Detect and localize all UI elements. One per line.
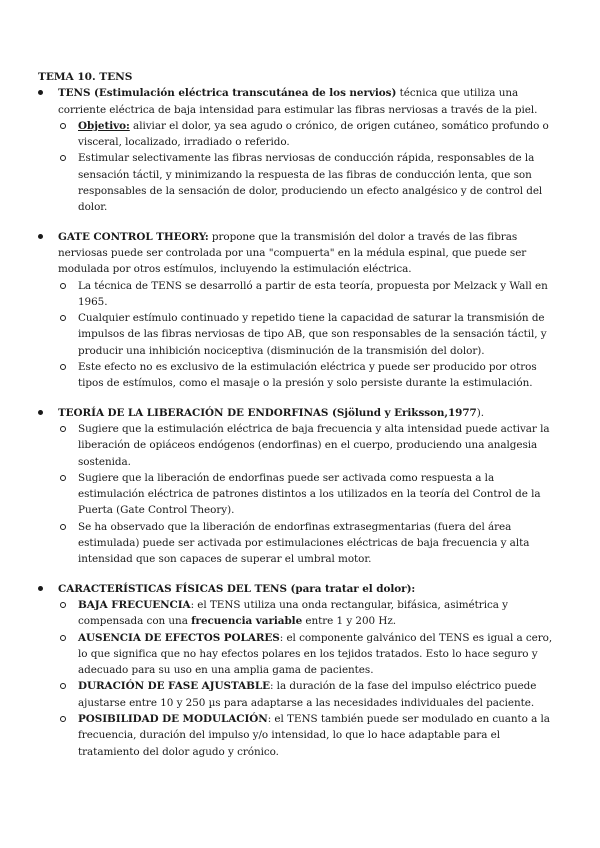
- text-extrasegmentarias: Se ha observado que la liberación de endorfinas extrasegmentarias (fuera del área estimulada) puede ser activada por estimulaciones eléctricas de baja frecuencia y alta intensidad que son capaces de superar el umbral motor.: [78, 520, 530, 566]
- text-efectos-polares: : el componente galvánico del TENS es igual a cero, lo que significa que no hay efectos polares en los tejidos tratados. Esto lo hace seguro y adecuado para su uso en una amplia gama de pacientes.: [78, 631, 553, 677]
- text-melzack: La técnica de TENS se desarrolló a partir de esta teoría, propuesta por Melzack y Wall en 1965.: [78, 279, 548, 308]
- circle-bullet-icon: [60, 315, 66, 321]
- text-tens-definition: técnica que utiliza una corriente eléctrica de baja intensidad para estimular las fibras nerviosas a través de la piel.: [58, 87, 538, 116]
- sub-bullet-extrasegmentarias: [38, 519, 558, 568]
- term-caracteristicas: CARACTERÍSTICAS FÍSICAS DEL TENS (para tratar el dolor):: [58, 582, 416, 595]
- sub-bullet-saturar: [38, 310, 558, 359]
- circle-bullet-icon: [60, 683, 66, 689]
- sub-bullet-objetivo: [38, 118, 558, 151]
- document-content: [38, 69, 558, 773]
- circle-bullet-icon: [60, 364, 66, 370]
- circle-bullet-icon: [60, 635, 66, 641]
- text-duracion-fase: : la duración de la fase del impulso eléctrico puede ajustarse entre 10 y 250 µs para adaptarse a las necesidades individuales del paciente.: [78, 680, 537, 709]
- text-exclusivo: Este efecto no es exclusivo de la estimulación eléctrica y puede ser producido por otros tipos de estímulos, como el masaje o la presión y solo persiste durante la estimulación.: [78, 361, 537, 390]
- sub-bullet-exclusivo: [38, 359, 558, 392]
- text-baja-frecuencia-b: entre 1 y 200 Hz.: [302, 615, 397, 628]
- bullet-dot-icon: [38, 586, 43, 591]
- bullet-tens: [38, 85, 558, 118]
- sub-bullet-efectos-polares: [38, 630, 558, 679]
- sub-bullet-patrones: [38, 470, 558, 519]
- circle-bullet-icon: [60, 716, 66, 722]
- term-tens: TENS (Estimulación eléctrica transcutánea de los nervios): [58, 87, 397, 100]
- text-saturar: Cualquier estímulo continuado y repetido tiene la capacidad de saturar la transmisión de impulsos de las fibras nerviosas de tipo AB, que son responsables de la sensación táctil, y producir una inhibición nociceptiva (disminución de la transmisión del dolor).: [78, 312, 547, 357]
- circle-bullet-icon: [60, 524, 66, 530]
- section-gate-control: [38, 229, 558, 392]
- text-gate-control: propone que la transmisión del dolor a través de las fibras nerviosas puede ser controlada por una "compuerta" en la médula espinal, que puede ser modulada por otros estímulos, incluyendo la estimulación eléctrica.: [58, 230, 527, 276]
- sub-bullet-modulacion: [38, 711, 558, 760]
- bullet-dot-icon: [38, 90, 43, 95]
- text-opiaceos: Sugiere que la estimulación eléctrica de baja frecuencia y alta intensidad puede activar la liberación de opiáceos endógenos (endorfinas) en el cuerpo, produciendo una analgesia sostenida.: [78, 422, 550, 468]
- section-caracteristicas: [38, 581, 558, 760]
- term-objetivo: Objetivo:: [78, 119, 130, 132]
- bullet-dot-icon: [38, 234, 43, 239]
- term-modulacion: POSIBILIDAD DE MODULACIÓN: [78, 712, 268, 725]
- bullet-caracteristicas: [38, 581, 558, 597]
- bullet-endorfinas: [38, 405, 558, 421]
- circle-bullet-icon: [60, 426, 66, 432]
- term-baja-frecuencia: BAJA FRECUENCIA: [78, 598, 191, 611]
- circle-bullet-icon: [60, 155, 66, 161]
- term-duracion-fase: DURACIÓN DE FASE AJUSTABLE: [78, 680, 270, 693]
- text-baja-frecuencia-a: : el TENS utiliza una onda rectangular, bifásica, asimétrica y compensada con una: [78, 598, 508, 628]
- circle-bullet-icon: [60, 123, 66, 129]
- term-efectos-polares: AUSENCIA DE EFECTOS POLARES: [78, 631, 280, 644]
- bullet-dot-icon: [38, 410, 43, 415]
- term-frecuencia-variable: frecuencia variable: [191, 615, 303, 628]
- circle-bullet-icon: [60, 602, 66, 608]
- text-modulacion: : el TENS también puede ser modulado en cuanto a la frecuencia, duración del impulso y/o intensidad, lo que lo hace adaptable para el tratamiento del dolor agudo y crónico.: [78, 712, 550, 758]
- text-endorfinas-close: ).: [476, 406, 484, 419]
- text-objetivo: aliviar el dolor, ya sea agudo o crónico, de origen cutáneo, somático profundo o visceral, localizado, irradiado o referido.: [78, 119, 549, 149]
- sub-bullet-baja-frecuencia: [38, 597, 558, 630]
- sub-bullet-opiaceos: [38, 421, 558, 470]
- circle-bullet-icon: [60, 283, 66, 289]
- bullet-gate-control: [38, 229, 558, 278]
- page-title: TEMA 10. TENS: [38, 71, 133, 83]
- term-gate-control: GATE CONTROL THEORY:: [58, 230, 209, 243]
- sub-bullet-estimular: [38, 150, 558, 215]
- sub-bullet-duracion-fase: [38, 678, 558, 711]
- sub-bullet-melzack: [38, 278, 558, 311]
- text-patrones: Sugiere que la liberación de endorfinas puede ser activada como respuesta a la estimulación eléctrica de patrones distintos a los utilizados en la teoría del Control de la Puerta (Gate Control Theory).: [78, 471, 541, 517]
- text-estimular: Estimular selectivamente las fibras nerviosas de conducción rápida, responsables de la sensación táctil, y minimizando la respuesta de las fibras de conducción lenta, que son responsables de la sensación de dolor, produciendo un efecto analgésico y de control del dolor.: [78, 152, 543, 214]
- section-tens: [38, 85, 558, 215]
- term-endorfinas: TEORÍA DE LA LIBERACIÓN DE ENDORFINAS (Sjölund y Eriksson,1977: [58, 406, 477, 419]
- section-endorfinas: [38, 405, 558, 568]
- circle-bullet-icon: [60, 475, 66, 481]
